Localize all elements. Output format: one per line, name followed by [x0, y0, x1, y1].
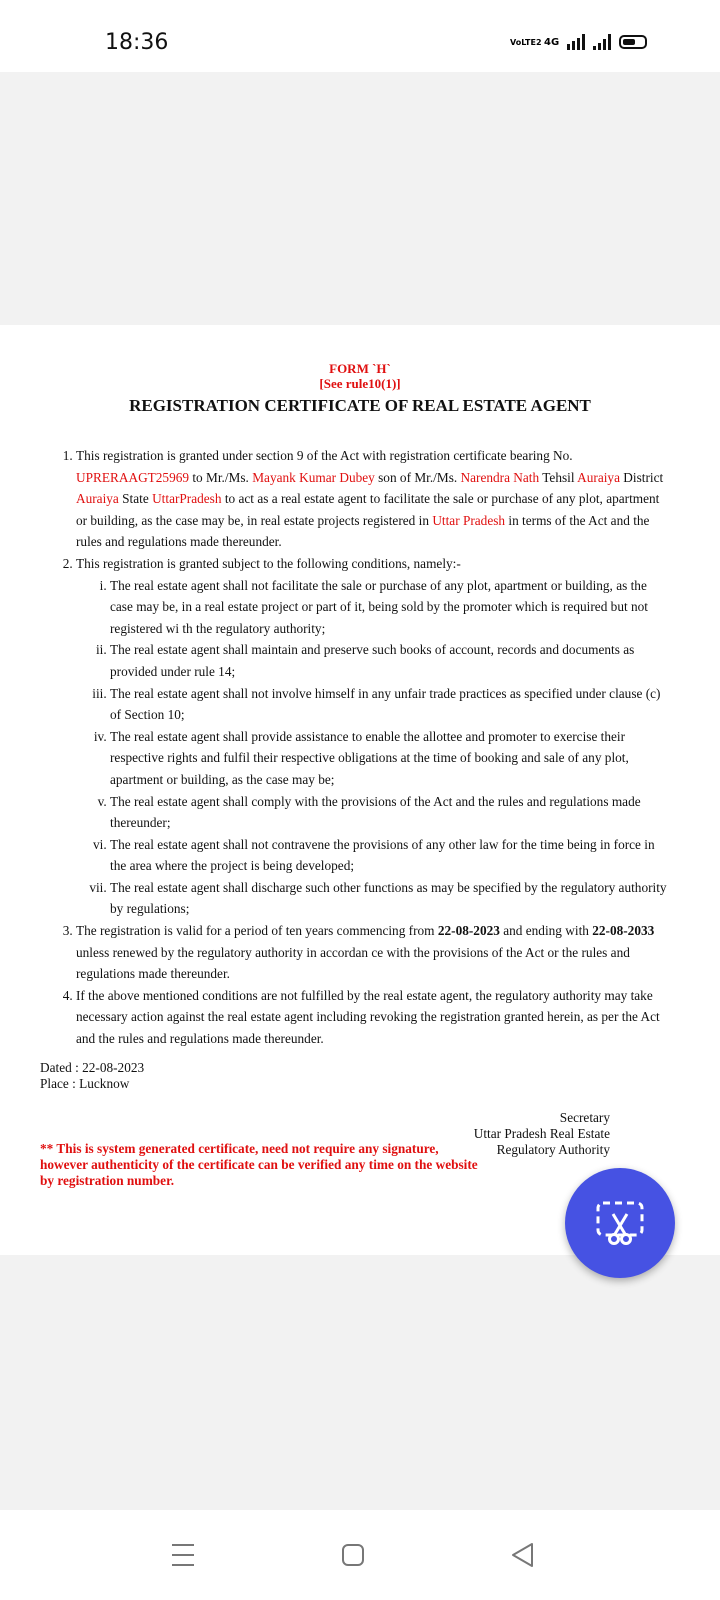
sign-line: Secretary [559, 1110, 610, 1125]
status-bar [0, 0, 720, 72]
text: The registration is valid for a period of ten years commencing from [76, 923, 438, 939]
conditions-list [0, 445, 720, 1050]
battery-icon [619, 35, 647, 49]
text: to Mr./Ms. [189, 469, 253, 485]
sign-line: Regulatory Authority [496, 1142, 610, 1157]
text: unless renewed by the regulatory authority in accordan ce with the provisions of the Act or the rules and regulations made thereunder. [76, 944, 630, 982]
registration-number: UPRERAAGT25969 [76, 469, 190, 485]
clock: 18:36 [105, 30, 169, 55]
certificate-title: REGISTRATION CERTIFICATE OF REAL ESTATE AGENT [129, 396, 591, 415]
condition-item: vii. The real estate agent shall discharge such other functions as may be specified by the regulatory authority by regulations; [110, 877, 670, 920]
text: son of Mr./Ms. [374, 469, 461, 485]
sign-line: Uttar Pradesh Real Estate [473, 1126, 610, 1141]
back-icon[interactable] [510, 1542, 534, 1568]
scissors-crop-icon [595, 1200, 645, 1246]
signatory [474, 1110, 610, 1158]
state-2: Uttar Pradesh [432, 512, 506, 528]
district: Auraiya [76, 491, 119, 507]
place: Place : Lucknow [40, 1075, 130, 1091]
condition-item: ii. The real estate agent shall maintain and preserve such books of account, records and documents as provided under rule 14; [110, 639, 670, 682]
home-icon[interactable] [341, 1543, 365, 1567]
text: State [118, 491, 153, 507]
4g-icon: 4G [544, 36, 560, 48]
navigation-bar [0, 1510, 720, 1600]
condition-item: vi. The real estate agent shall not contravene the provisions of any other law for the time being in force in the area where the project is being developed; [110, 834, 670, 877]
text: District [619, 469, 664, 485]
signal-icon [567, 34, 585, 50]
signal-2-icon [593, 34, 611, 50]
father-name: Narendra Nath [460, 469, 540, 485]
clause-1 [76, 445, 670, 553]
clause-3 [76, 920, 670, 985]
text: in terms of the Act and the rules and regulations made thereunder. [76, 512, 650, 550]
end-date: 22-08-2033 [592, 923, 655, 939]
form-rule: [See rule10(1)] [319, 376, 401, 391]
start-date: 22-08-2023 [437, 923, 500, 939]
text: Tehsil [539, 469, 578, 485]
clause-4: 4. If the above mentioned conditions are not fulfilled by the real estate agent, the regulatory authority may take necessary action against the real estate agent including revoking the registration granted herein, as per the Act and the rules and regulations made thereunder. [76, 985, 670, 1050]
recents-icon[interactable] [172, 1542, 194, 1568]
volte-icon: VoLTE2 [510, 37, 542, 47]
system-note: ** This is system generated certificate, need not require any signature, however authenticity of the certificate can be verified any time on the website by registration number. [40, 1141, 478, 1188]
state: UttarPradesh [152, 491, 222, 507]
condition-item: i. The real estate agent shall not facilitate the sale or purchase of any plot, apartment or building, as the case may be, in a real estate project or part of it, being sold by the promoter which is required but not registered wi th the regulatory authority; [110, 575, 670, 640]
screenshot-crop-button[interactable] [565, 1168, 675, 1278]
agent-name: Mayank Kumar Dubey [252, 469, 375, 485]
certificate-document [0, 325, 720, 1255]
text: This registration is granted under section 9 of the Act with registration certificate bearing No. [76, 448, 573, 463]
text: and ending with [499, 923, 593, 939]
condition-item: v. The real estate agent shall comply with the provisions of the Act and the rules and regulations made thereunder; [110, 791, 670, 834]
condition-item: iv. The real estate agent shall provide assistance to enable the allottee and promoter to exercise their respective rights and fulfil their respective obligations at the time of booking and sale of any plot, apartment or building, as the case may be; [110, 726, 670, 791]
condition-item: iii. The real estate agent shall not involve himself in any unfair trade practices as specified under clause (c) of Section 10; [110, 683, 670, 726]
text: This registration is granted subject to the following conditions, namely:- [76, 555, 461, 571]
clause-2 [76, 553, 670, 920]
tehsil: Auraiya [577, 469, 620, 485]
text: to act as a real estate agent to facilitate the sale or purchase of any plot, apartment or building, as the case may be, in real estate projects registered in [76, 491, 660, 528]
dated: Dated : 22-08-2023 [40, 1059, 145, 1075]
form-title: FORM `H` [329, 361, 391, 376]
